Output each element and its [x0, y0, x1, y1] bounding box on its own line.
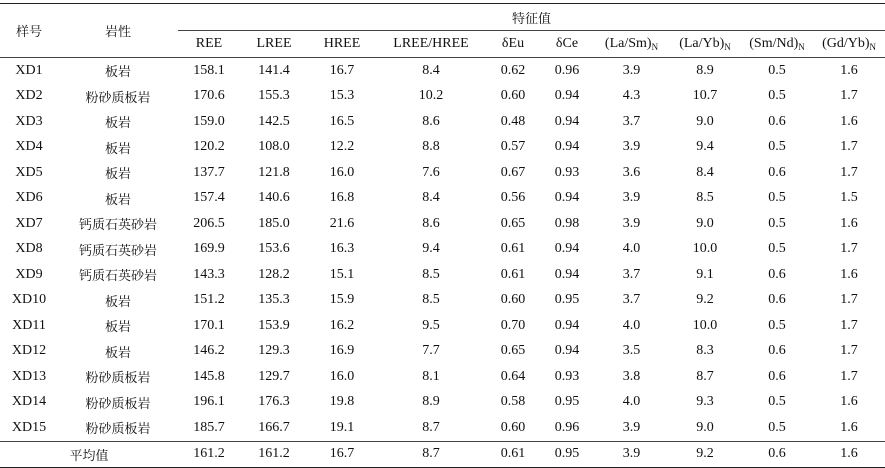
value-cell: 0.6 — [768, 292, 786, 308]
column-header-label: δCe — [555, 36, 579, 51]
average-row — [0, 441, 885, 468]
average-value-cell: 16.7 — [308, 441, 376, 468]
value-cell: 0.6 — [768, 164, 786, 180]
table-row — [0, 160, 885, 186]
value-cell: 4.0 — [622, 241, 641, 257]
value-cell: 0.5 — [768, 317, 786, 333]
value-cell: 155.3 — [258, 88, 290, 104]
column-header — [813, 31, 885, 58]
value-cell: 21.6 — [329, 215, 355, 231]
value-cell: 9.0 — [696, 419, 714, 435]
table-row — [0, 390, 885, 416]
lithology-cell: 粉砂质板岩 — [85, 422, 151, 438]
value-cell: 8.8 — [422, 139, 440, 155]
value-cell: 1.7 — [840, 292, 858, 308]
value-cell: 0.5 — [768, 88, 786, 104]
column-header — [594, 31, 669, 58]
header-row-1 — [0, 4, 885, 31]
lithology-cell: 粉砂质板岩 — [85, 90, 151, 106]
average-value-cell: 1.6 — [813, 441, 885, 468]
value-cell: 8.9 — [422, 394, 440, 410]
value-cell: 0.96 — [554, 62, 580, 78]
value-cell: 0.5 — [768, 215, 786, 231]
lithology-cell: 粉砂质板岩 — [85, 371, 151, 387]
table-body — [0, 58, 885, 468]
value-cell: 0.58 — [500, 394, 526, 410]
lithology-cell: 粉砂质板岩 — [85, 396, 151, 412]
sample-id-cell: XD1 — [15, 62, 43, 78]
value-cell: 10.0 — [692, 241, 718, 257]
column-header-subscript: N — [724, 42, 731, 52]
value-cell: 0.94 — [554, 343, 580, 359]
value-cell: 0.5 — [768, 190, 786, 206]
value-cell: 0.96 — [554, 419, 580, 435]
value-cell: 0.95 — [554, 394, 580, 410]
value-cell: 0.60 — [500, 419, 526, 435]
value-cell: 170.1 — [193, 317, 225, 333]
value-cell: 0.94 — [554, 139, 580, 155]
value-cell: 1.6 — [840, 113, 858, 129]
value-cell: 1.7 — [840, 343, 858, 359]
value-cell: 0.65 — [500, 343, 526, 359]
value-cell: 176.3 — [258, 394, 290, 410]
sample-id-cell: XD11 — [12, 317, 46, 333]
sample-id-cell: XD13 — [11, 368, 47, 384]
value-cell: 140.6 — [258, 190, 290, 206]
value-cell: 15.3 — [329, 88, 355, 104]
average-value-cell: 0.95 — [540, 441, 594, 468]
column-header — [540, 31, 594, 58]
value-cell: 8.9 — [696, 62, 714, 78]
column-header-subscript: N — [869, 42, 877, 52]
column-header-label: (Gd/Yb) — [822, 36, 870, 51]
value-cell: 0.94 — [554, 241, 580, 257]
value-cell: 3.9 — [622, 62, 641, 78]
value-cell: 3.9 — [622, 139, 641, 155]
value-cell: 15.9 — [329, 292, 355, 308]
value-cell: 3.7 — [622, 266, 641, 282]
value-cell: 4.3 — [622, 88, 641, 104]
value-cell: 0.61 — [500, 266, 526, 282]
value-cell: 3.9 — [622, 419, 641, 435]
sample-id-cell: XD5 — [15, 164, 43, 180]
value-cell: 153.6 — [258, 241, 290, 257]
value-cell: 4.0 — [622, 394, 641, 410]
average-value-cell: 161.2 — [240, 441, 308, 468]
value-cell: 0.60 — [500, 88, 526, 104]
value-cell: 143.3 — [193, 266, 225, 282]
value-cell: 0.5 — [768, 394, 786, 410]
value-cell: 137.7 — [193, 164, 225, 180]
value-cell: 1.7 — [840, 139, 858, 155]
value-cell: 3.6 — [622, 164, 641, 180]
average-value-cell: 161.2 — [178, 441, 240, 468]
sample-id-cell: XD4 — [15, 139, 43, 155]
table-row — [0, 109, 885, 135]
value-cell: 0.65 — [500, 215, 526, 231]
value-cell: 3.9 — [622, 190, 641, 206]
value-cell: 0.60 — [500, 292, 526, 308]
value-cell: 0.70 — [500, 317, 526, 333]
value-cell: 16.8 — [329, 190, 355, 206]
sample-id-header: 样号 — [0, 4, 58, 58]
lithology-header: 岩性 — [58, 4, 178, 58]
value-cell: 151.2 — [193, 292, 225, 308]
value-cell: 9.4 — [422, 241, 440, 257]
value-cell: 16.2 — [329, 317, 355, 333]
column-header-label: (La/Sm) — [604, 36, 652, 51]
sample-id-cell: XD8 — [15, 241, 43, 257]
sample-id-cell: XD6 — [15, 190, 43, 206]
value-cell: 8.4 — [422, 190, 440, 206]
value-cell: 142.5 — [258, 113, 290, 129]
value-cell: 16.0 — [329, 164, 355, 180]
value-cell: 0.5 — [768, 139, 786, 155]
average-value-cell: 8.7 — [376, 441, 486, 468]
table-row — [0, 288, 885, 314]
value-cell: 166.7 — [258, 419, 290, 435]
value-cell: 196.1 — [193, 394, 225, 410]
value-cell: 9.2 — [696, 292, 714, 308]
value-cell: 1.6 — [840, 394, 858, 410]
table-row — [0, 58, 885, 84]
value-cell: 0.94 — [554, 88, 580, 104]
column-header — [308, 31, 376, 58]
value-cell: 1.6 — [840, 62, 858, 78]
sample-id-cell: XD9 — [15, 266, 43, 282]
table-row — [0, 237, 885, 263]
value-cell: 9.0 — [696, 113, 714, 129]
lithology-cell: 板岩 — [104, 192, 131, 208]
value-cell: 135.3 — [258, 292, 290, 308]
value-cell: 10.2 — [418, 88, 444, 104]
value-cell: 9.5 — [422, 317, 440, 333]
lithology-cell: 钙质石英砂岩 — [78, 243, 157, 259]
value-cell: 108.0 — [258, 139, 290, 155]
value-cell: 8.7 — [696, 368, 714, 384]
value-cell: 0.94 — [554, 113, 580, 129]
ree-characteristics-table — [0, 3, 885, 468]
average-value-cell: 0.61 — [486, 441, 540, 468]
value-cell: 16.7 — [329, 62, 355, 78]
column-header-subscript: N — [651, 42, 659, 52]
sample-id-cell: XD3 — [15, 113, 43, 129]
value-cell: 7.6 — [422, 164, 440, 180]
value-cell: 8.5 — [696, 190, 714, 206]
table-row — [0, 313, 885, 339]
average-value-cell: 3.9 — [594, 441, 669, 468]
value-cell: 0.61 — [500, 241, 526, 257]
column-header — [178, 31, 240, 58]
sample-id-cell: XD12 — [11, 343, 47, 359]
sample-id-cell: XD10 — [11, 292, 47, 308]
value-cell: 1.5 — [840, 190, 858, 206]
value-cell: 0.5 — [768, 419, 786, 435]
value-cell: 0.48 — [500, 113, 526, 129]
table-row — [0, 415, 885, 441]
value-cell: 19.8 — [329, 394, 355, 410]
value-cell: 0.57 — [500, 139, 526, 155]
value-cell: 0.93 — [554, 164, 580, 180]
value-cell: 3.8 — [622, 368, 641, 384]
value-cell: 8.6 — [422, 113, 440, 129]
value-cell: 146.2 — [193, 343, 225, 359]
value-cell: 0.98 — [554, 215, 580, 231]
lithology-cell: 板岩 — [104, 116, 131, 132]
value-cell: 16.9 — [329, 343, 355, 359]
column-header — [376, 31, 486, 58]
lithology-cell: 板岩 — [104, 345, 131, 361]
table-row — [0, 364, 885, 390]
value-cell: 9.1 — [696, 266, 714, 282]
value-cell: 8.3 — [696, 343, 714, 359]
value-cell: 0.94 — [554, 317, 580, 333]
lithology-cell: 板岩 — [104, 65, 131, 81]
value-cell: 0.94 — [554, 266, 580, 282]
value-cell: 0.6 — [768, 368, 786, 384]
value-cell: 0.5 — [768, 62, 786, 78]
table-header — [0, 4, 885, 58]
value-cell: 0.5 — [768, 241, 786, 257]
value-cell: 8.5 — [422, 266, 440, 282]
column-header-label: LREE — [256, 36, 292, 51]
column-header — [486, 31, 540, 58]
value-cell: 185.0 — [258, 215, 290, 231]
value-cell: 153.9 — [258, 317, 290, 333]
lithology-cell: 钙质石英砂岩 — [78, 218, 157, 234]
value-cell: 170.6 — [193, 88, 225, 104]
sample-id-cell: XD2 — [15, 88, 43, 104]
lithology-cell: 板岩 — [104, 141, 131, 157]
value-cell: 206.5 — [193, 215, 225, 231]
value-cell: 0.56 — [500, 190, 526, 206]
value-cell: 128.2 — [258, 266, 290, 282]
value-cell: 3.5 — [622, 343, 641, 359]
value-cell: 1.7 — [840, 88, 858, 104]
value-cell: 9.3 — [696, 394, 714, 410]
average-label: 平均值 — [0, 441, 178, 468]
value-cell: 1.7 — [840, 164, 858, 180]
value-cell: 7.7 — [422, 343, 440, 359]
value-cell: 0.6 — [768, 266, 786, 282]
value-cell: 0.62 — [500, 62, 526, 78]
value-cell: 0.94 — [554, 190, 580, 206]
value-cell: 158.1 — [193, 62, 225, 78]
value-cell: 8.1 — [422, 368, 440, 384]
value-cell: 1.7 — [840, 317, 858, 333]
column-header-label: (La/Yb) — [679, 36, 725, 51]
lithology-cell: 板岩 — [104, 294, 131, 310]
value-cell: 12.2 — [329, 139, 355, 155]
column-header — [669, 31, 741, 58]
value-cell: 1.7 — [840, 241, 858, 257]
table-row — [0, 339, 885, 365]
column-header-label: δEu — [501, 36, 525, 51]
table-row — [0, 135, 885, 161]
column-header-label: LREE/HREE — [393, 36, 469, 51]
value-cell: 129.7 — [258, 368, 290, 384]
value-cell: 121.8 — [258, 164, 290, 180]
value-cell: 185.7 — [193, 419, 225, 435]
table-row — [0, 84, 885, 110]
value-cell: 15.1 — [329, 266, 355, 282]
value-cell: 3.7 — [622, 292, 641, 308]
column-header-label: HREE — [323, 36, 361, 51]
value-cell: 0.6 — [768, 343, 786, 359]
value-cell: 8.4 — [696, 164, 714, 180]
value-cell: 1.6 — [840, 215, 858, 231]
value-cell: 9.4 — [696, 139, 714, 155]
value-cell: 0.67 — [500, 164, 526, 180]
value-cell: 9.0 — [696, 215, 714, 231]
value-cell: 16.0 — [329, 368, 355, 384]
column-header-label: REE — [195, 36, 223, 51]
value-cell: 8.5 — [422, 292, 440, 308]
value-cell: 157.4 — [193, 190, 225, 206]
value-cell: 169.9 — [193, 241, 225, 257]
column-header-subscript: N — [798, 42, 805, 52]
value-cell: 129.3 — [258, 343, 290, 359]
value-cell: 10.0 — [692, 317, 718, 333]
value-cell: 1.6 — [840, 419, 858, 435]
value-cell: 0.95 — [554, 292, 580, 308]
value-cell: 3.9 — [622, 215, 641, 231]
value-cell: 3.7 — [622, 113, 641, 129]
value-cell: 1.6 — [840, 266, 858, 282]
value-cell: 0.64 — [500, 368, 526, 384]
table-row — [0, 211, 885, 237]
value-cell: 10.7 — [692, 88, 718, 104]
value-cell: 4.0 — [622, 317, 641, 333]
value-cell: 0.6 — [768, 113, 786, 129]
value-cell: 8.7 — [422, 419, 440, 435]
lithology-cell: 板岩 — [104, 320, 131, 336]
table-row — [0, 186, 885, 212]
value-cell: 145.8 — [193, 368, 225, 384]
value-cell: 8.6 — [422, 215, 440, 231]
value-cell: 159.0 — [193, 113, 225, 129]
value-cell: 16.3 — [329, 241, 355, 257]
characteristic-values-header: 特征值 — [178, 4, 885, 31]
value-cell: 120.2 — [193, 139, 225, 155]
value-cell: 1.7 — [840, 368, 858, 384]
sample-id-cell: XD7 — [15, 215, 43, 231]
column-header — [741, 31, 813, 58]
sample-id-cell: XD15 — [11, 419, 47, 435]
table-row — [0, 262, 885, 288]
lithology-cell: 板岩 — [104, 167, 131, 183]
column-header-label: (Sm/Nd) — [749, 36, 799, 51]
lithology-cell: 钙质石英砂岩 — [78, 269, 157, 285]
average-value-cell: 9.2 — [669, 441, 741, 468]
value-cell: 19.1 — [329, 419, 355, 435]
average-value-cell: 0.6 — [741, 441, 813, 468]
value-cell: 141.4 — [258, 62, 290, 78]
value-cell: 0.93 — [554, 368, 580, 384]
column-header — [240, 31, 308, 58]
sample-id-cell: XD14 — [11, 394, 47, 410]
value-cell: 16.5 — [329, 113, 355, 129]
value-cell: 8.4 — [422, 62, 440, 78]
